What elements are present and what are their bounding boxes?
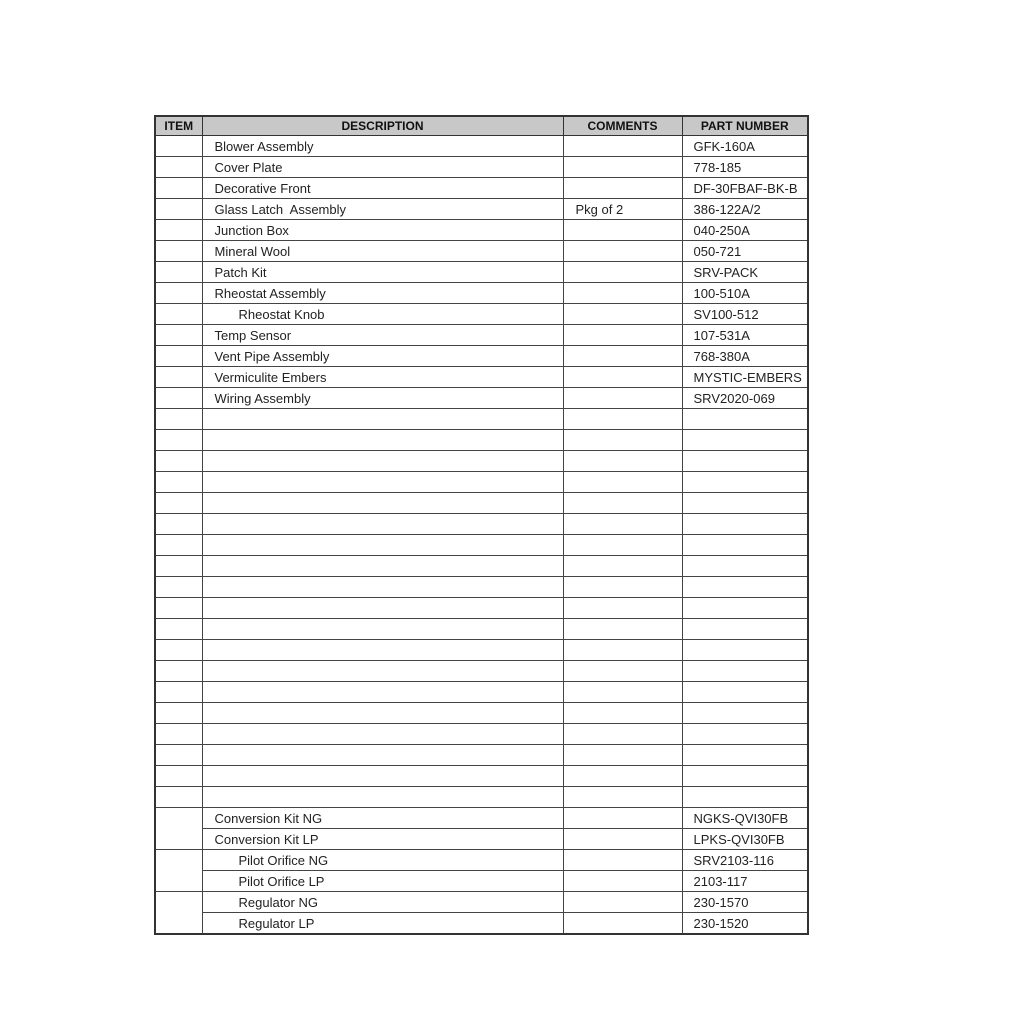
empty-cell [202,787,563,808]
comments-cell: Pkg of 2 [563,199,682,220]
part-number-cell: 050-721 [682,241,808,262]
empty-cell [155,535,202,556]
part-number-cell: SV100-512 [682,304,808,325]
empty-cell [202,451,563,472]
empty-cell [202,430,563,451]
table-row [155,283,808,304]
item-cell [155,388,202,409]
description-cell: Decorative Front [202,178,563,199]
empty-rows-section [155,409,808,808]
empty-cell [155,766,202,787]
empty-cell [202,745,563,766]
empty-cell [202,577,563,598]
item-cell [155,325,202,346]
item-cell [155,136,202,157]
table-row [155,220,808,241]
empty-cell [155,472,202,493]
description-cell: Conversion Kit NG [202,808,563,829]
empty-cell [202,703,563,724]
empty-cell [202,472,563,493]
item-cell [155,262,202,283]
description-cell: Conversion Kit LP [202,829,563,850]
empty-cell [563,619,682,640]
empty-cell [155,514,202,535]
table-row [155,808,808,829]
item-cell [155,892,202,935]
header-row [155,116,808,136]
comments-cell [563,178,682,199]
empty-row [155,766,808,787]
empty-cell [682,640,808,661]
table-row [155,367,808,388]
description-cell: Regulator NG [202,892,563,913]
empty-cell [563,745,682,766]
comments-cell [563,850,682,871]
part-number-cell: DF-30FBAF-BK-B [682,178,808,199]
empty-cell [682,724,808,745]
table-row [155,346,808,367]
empty-cell [155,493,202,514]
header-part-number: PART NUMBER [682,116,808,136]
comments-cell [563,367,682,388]
table-row [155,262,808,283]
empty-cell [155,745,202,766]
empty-cell [682,514,808,535]
part-number-cell: 386-122A/2 [682,199,808,220]
empty-cell [202,682,563,703]
part-number-cell: MYSTIC-EMBERS [682,367,808,388]
table-row [155,304,808,325]
comments-cell [563,388,682,409]
empty-row [155,430,808,451]
description-cell: Junction Box [202,220,563,241]
table-row [155,157,808,178]
item-cell [155,241,202,262]
item-cell [155,157,202,178]
comments-cell [563,283,682,304]
table-row [155,136,808,157]
part-number-cell: LPKS-QVI30FB [682,829,808,850]
item-cell [155,178,202,199]
parts-list-table [154,115,809,935]
empty-cell [563,430,682,451]
empty-cell [563,640,682,661]
empty-row [155,409,808,430]
comments-cell [563,346,682,367]
part-number-cell: 100-510A [682,283,808,304]
empty-cell [202,724,563,745]
comments-cell [563,892,682,913]
part-number-cell: 230-1520 [682,913,808,935]
empty-row [155,640,808,661]
table-row [155,850,808,871]
empty-cell [682,556,808,577]
table-row [155,178,808,199]
header-description: DESCRIPTION [202,116,563,136]
empty-cell [563,661,682,682]
empty-row [155,661,808,682]
part-number-cell: SRV-PACK [682,262,808,283]
empty-cell [155,703,202,724]
empty-cell [682,766,808,787]
empty-cell [155,640,202,661]
empty-row [155,682,808,703]
comments-cell [563,871,682,892]
description-cell: Mineral Wool [202,241,563,262]
empty-cell [682,703,808,724]
description-cell: Pilot Orifice LP [202,871,563,892]
empty-cell [202,493,563,514]
empty-cell [155,556,202,577]
item-cell [155,808,202,850]
empty-cell [682,409,808,430]
description-cell: Regulator LP [202,913,563,935]
comments-cell [563,136,682,157]
empty-row [155,745,808,766]
item-cell [155,304,202,325]
empty-cell [155,409,202,430]
description-cell: Blower Assembly [202,136,563,157]
empty-row [155,703,808,724]
part-number-cell: 778-185 [682,157,808,178]
part-number-cell: SRV2103-116 [682,850,808,871]
empty-cell [563,556,682,577]
empty-row [155,577,808,598]
table-row [155,325,808,346]
empty-cell [682,745,808,766]
description-cell: Temp Sensor [202,325,563,346]
empty-cell [202,556,563,577]
comments-cell [563,241,682,262]
empty-cell [682,682,808,703]
description-cell: Cover Plate [202,157,563,178]
comments-cell [563,325,682,346]
empty-cell [682,598,808,619]
description-cell: Patch Kit [202,262,563,283]
description-cell: Rheostat Assembly [202,283,563,304]
item-cell [155,346,202,367]
empty-cell [563,472,682,493]
item-cell [155,220,202,241]
empty-cell [155,430,202,451]
empty-cell [682,493,808,514]
description-cell: Vermiculite Embers [202,367,563,388]
empty-cell [202,409,563,430]
empty-row [155,514,808,535]
empty-row [155,619,808,640]
description-cell: Pilot Orifice NG [202,850,563,871]
empty-cell [682,430,808,451]
table-row [155,241,808,262]
empty-row [155,493,808,514]
empty-row [155,451,808,472]
header-comments: COMMENTS [563,116,682,136]
part-number-cell: GFK-160A [682,136,808,157]
empty-cell [202,640,563,661]
part-number-cell: SRV2020-069 [682,388,808,409]
table-row [155,871,808,892]
empty-cell [202,598,563,619]
empty-cell [155,577,202,598]
empty-cell [155,619,202,640]
empty-cell [682,472,808,493]
empty-cell [202,535,563,556]
empty-cell [682,661,808,682]
empty-cell [682,619,808,640]
comments-cell [563,157,682,178]
description-cell: Wiring Assembly [202,388,563,409]
part-number-cell: NGKS-QVI30FB [682,808,808,829]
part-number-cell: 040-250A [682,220,808,241]
empty-cell [682,577,808,598]
empty-cell [155,724,202,745]
table-row [155,199,808,220]
description-cell: Rheostat Knob [202,304,563,325]
header-item: ITEM [155,116,202,136]
empty-cell [563,682,682,703]
empty-row [155,598,808,619]
item-cell [155,367,202,388]
empty-cell [155,661,202,682]
item-cell [155,199,202,220]
empty-row [155,556,808,577]
empty-cell [682,787,808,808]
comments-cell [563,220,682,241]
empty-cell [563,535,682,556]
empty-cell [563,787,682,808]
empty-cell [682,535,808,556]
empty-cell [563,766,682,787]
part-number-cell: 230-1570 [682,892,808,913]
empty-row [155,724,808,745]
empty-cell [563,493,682,514]
empty-cell [682,451,808,472]
comments-cell [563,829,682,850]
empty-row [155,787,808,808]
empty-cell [155,451,202,472]
part-number-cell: 2103-117 [682,871,808,892]
empty-cell [563,598,682,619]
table-row [155,388,808,409]
empty-row [155,535,808,556]
empty-cell [563,514,682,535]
comments-cell [563,808,682,829]
empty-cell [202,766,563,787]
empty-cell [155,787,202,808]
table-row [155,829,808,850]
conversion-section [155,808,808,935]
empty-cell [563,703,682,724]
part-number-cell: 768-380A [682,346,808,367]
table-row [155,913,808,935]
empty-cell [155,598,202,619]
item-cell [155,850,202,892]
empty-cell [563,451,682,472]
description-cell: Glass Latch Assembly [202,199,563,220]
empty-cell [563,724,682,745]
empty-cell [202,661,563,682]
empty-row [155,472,808,493]
table-row [155,892,808,913]
comments-cell [563,262,682,283]
description-cell: Vent Pipe Assembly [202,346,563,367]
item-cell [155,283,202,304]
empty-cell [563,577,682,598]
comments-cell [563,304,682,325]
part-number-cell: 107-531A [682,325,808,346]
empty-cell [202,514,563,535]
empty-cell [202,619,563,640]
empty-cell [155,682,202,703]
comments-cell [563,913,682,935]
empty-cell [563,409,682,430]
